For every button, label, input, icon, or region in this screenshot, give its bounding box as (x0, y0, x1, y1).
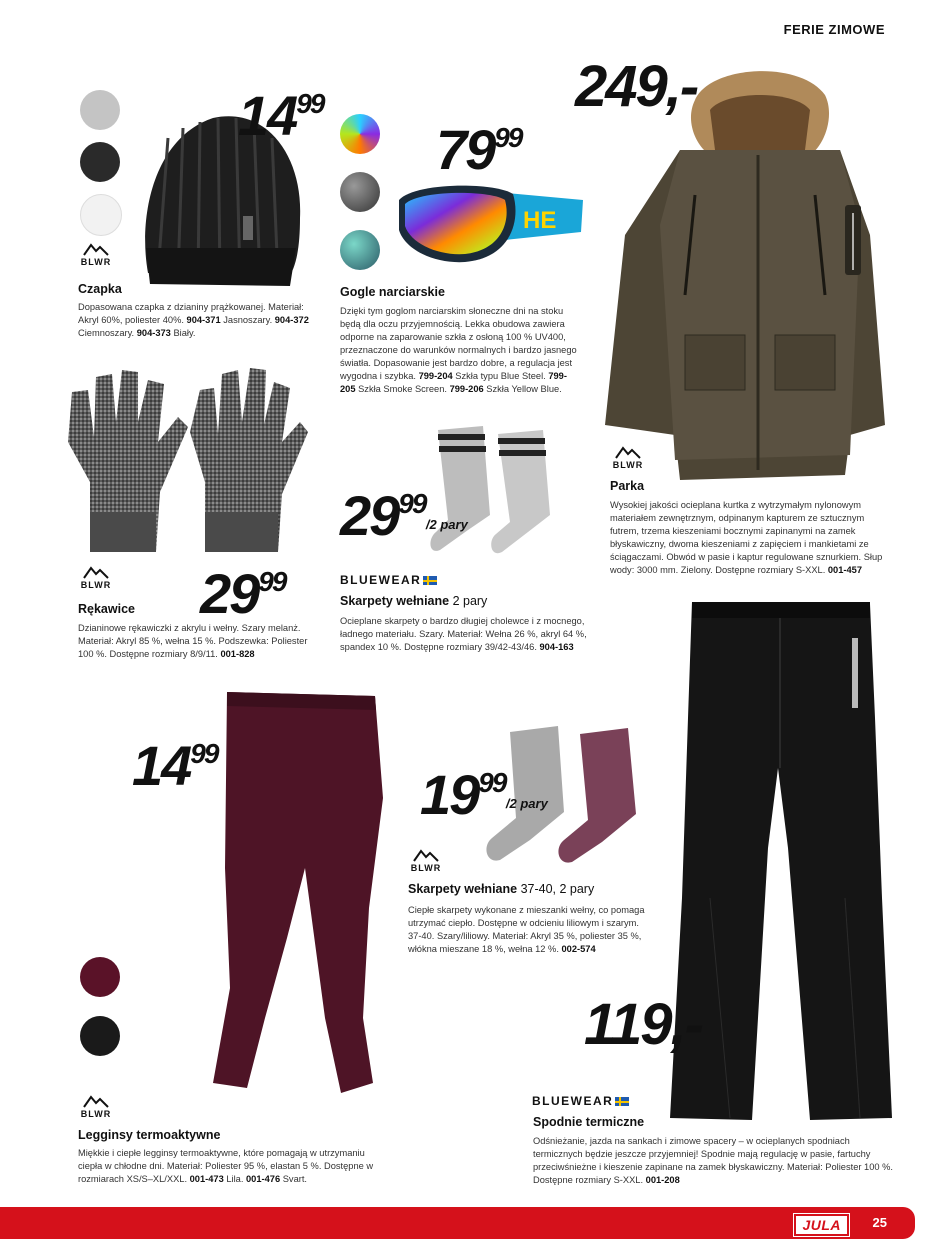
gloves-title: Rękawice (78, 602, 135, 616)
page-number: 25 (872, 1215, 887, 1230)
brand-name: BLWR (80, 257, 112, 267)
blwr-mountain-icon (83, 1094, 109, 1108)
goggles-price: 7999 (436, 118, 522, 181)
gloves-description: Dzianinowe rękawiczki z akrylu i wełny. Szary melanż. Materiał: Akryl 85 %, wełna 15 %. Podszewka: Poliester 100 %. Dostępne rozmiary 8/9/11. 001-828 (78, 623, 308, 659)
goggles-title: Gogle narciarskie (340, 285, 445, 299)
blwr-mountain-icon (615, 445, 641, 459)
section-header: FERIE ZIMOWE (783, 22, 885, 37)
gloves-price: 2999 (200, 562, 286, 625)
hat-description: Dopasowana czapka z dzianiny prążkowanej. Materiał: Akryl 60%, poliester 40%. 904-371 Jasnoszary. 904-372 Ciemnoszary. 904-373 Biały. (78, 302, 309, 338)
gloves-image (60, 362, 310, 557)
lens-swatch-yellow-blue[interactable] (340, 230, 380, 270)
parka-description: Wysokiej jakości ocieplana kurtka z wytrzymałym nylonowym materiałem zewnętrznym, odpinanym kapturem ze sztucznym futrem, trzema kieszeniami bocznymi zapinanymi na zamek błyskawiczny, dwoma kieszeniami z zapięciem i mankietami ze ściągaczami. Obwód w pasie i kaptur regulowane sznurkiem. Słup wody: 3000 mm. Zielony. Dostępne rozmiary S-XXL. 001-457 (610, 500, 883, 575)
leggings-brand-logo (76, 1094, 116, 1119)
color-swatch-light-grey[interactable] (80, 90, 120, 130)
brand-name: BLWR (612, 460, 644, 470)
goggles-description: Dzięki tym goglom narciarskim słoneczne dni na stoku będą dla oczu przyjemnością. Lekka obudowa zawiera odporne na zaparowanie szkła z osłoną 100 % UV400, przeznaczone do warunków normalnych i bardzo jasnego światła. Dopasowanie jest bardzo dobre, a regulacja jest wygodna i szybka. 799-204 Szkła typu Blue Steel. 799-205 Szkła Smoke Screen. 799-206 Szkła Yellow Blue. (340, 306, 577, 394)
pants-description: Odśnieżanie, jazda na sankach i zimowe spacery – w ocieplanych spodniach termicznych będzie jeszcze przyjemniej! Spodnie mają regulację w pasie, fartuchy przeciwśnieżne i kieszenie zapinane na zamek błyskawiczny. Materiał: Poliester 100 %. Dostępne rozmiary S-XXL. 001-208 (533, 1136, 893, 1185)
gloves-brand-logo (76, 565, 116, 590)
leggings-description: Miękkie i ciepłe legginsy termoaktywne, które pomagają w utrzymaniu ciepła w chłodne dni. Materiał: Poliester 95 %, elastan 5 %. Dostępne w rozmiarach XS/S–XL/XXL. 001-473 Lila. 001-476 Svart. (78, 1148, 374, 1184)
socks2-title: Skarpety wełniane 37-40, 2 pary (408, 882, 595, 896)
color-swatch-svart[interactable] (80, 1016, 120, 1056)
blwr-mountain-icon (83, 565, 109, 579)
svg-text:HE: HE (523, 207, 557, 234)
thermal-pants-image (670, 598, 900, 1128)
brand-name: BLWR (80, 580, 112, 590)
lens-swatch-smoke-screen[interactable] (340, 172, 380, 212)
parka-image (600, 55, 890, 485)
pants-title: Spodnie termiczne (533, 1115, 645, 1129)
footer-red-bar (0, 1207, 915, 1239)
socks2-price: 1999 $^{/2 pary}$ (420, 763, 548, 826)
blwr-mountain-icon (413, 848, 439, 862)
hat-price: 1499 (238, 84, 324, 147)
hat-brand-logo (76, 242, 116, 267)
hat-title: Czapka (78, 282, 122, 296)
footer-bar (0, 1207, 937, 1239)
leggings-title: Legginsy termoaktywne (78, 1128, 221, 1142)
pants-brand-logo (532, 1094, 629, 1108)
parka-price: 249,- (575, 54, 698, 119)
socks2-description: Ciepłe skarpety wykonane z mieszanki wełny, co pomaga utrzymać ciepło. Dostępne w odcieniu liliowym i szarym. 37-40. Szary/liliowy. Materiał: Akryl 35 %, poliester 35 %, włókna mieszane 18 %, wełna 12 %. 002-574 (408, 905, 645, 954)
leggings-price: 1499 (132, 734, 218, 797)
color-swatch-dark-grey[interactable] (80, 142, 120, 182)
sweden-flag-icon (615, 1097, 629, 1106)
leggings-image (155, 688, 395, 1103)
color-swatch-lila[interactable] (80, 957, 120, 997)
parka-brand-logo (608, 445, 648, 470)
lens-swatch-blue-steel[interactable] (340, 114, 380, 154)
blwr-mountain-icon (83, 242, 109, 256)
socks1-price: 2999 $^{/2 pary}$ (340, 484, 468, 547)
pants-price: 119,- (584, 992, 702, 1057)
brand-name: BLWR (80, 1109, 112, 1119)
brand-name: BLUEWEAR (340, 573, 422, 587)
ski-goggles-image (395, 180, 585, 270)
brand-name: BLWR (410, 863, 442, 873)
socks1-title: Skarpety wełniane 2 pary (340, 594, 488, 608)
color-swatch-white[interactable] (80, 194, 122, 236)
sweden-flag-icon (423, 576, 437, 585)
jula-logo[interactable]: JULA (794, 1214, 849, 1236)
socks1-brand-logo (340, 573, 437, 587)
parka-title: Parka (610, 479, 645, 493)
socks1-description: Ocieplane skarpety o bardzo długiej cholewce i z mocnego, ładnego materiału. Szary. Materiał: Wełna 26 %, akryl 64 %, spandex 10 %. Dostępne rozmiary 39/42-43/46. 904-163 (340, 616, 587, 652)
socks2-brand-logo (406, 848, 446, 873)
brand-name: BLUEWEAR (532, 1094, 614, 1108)
